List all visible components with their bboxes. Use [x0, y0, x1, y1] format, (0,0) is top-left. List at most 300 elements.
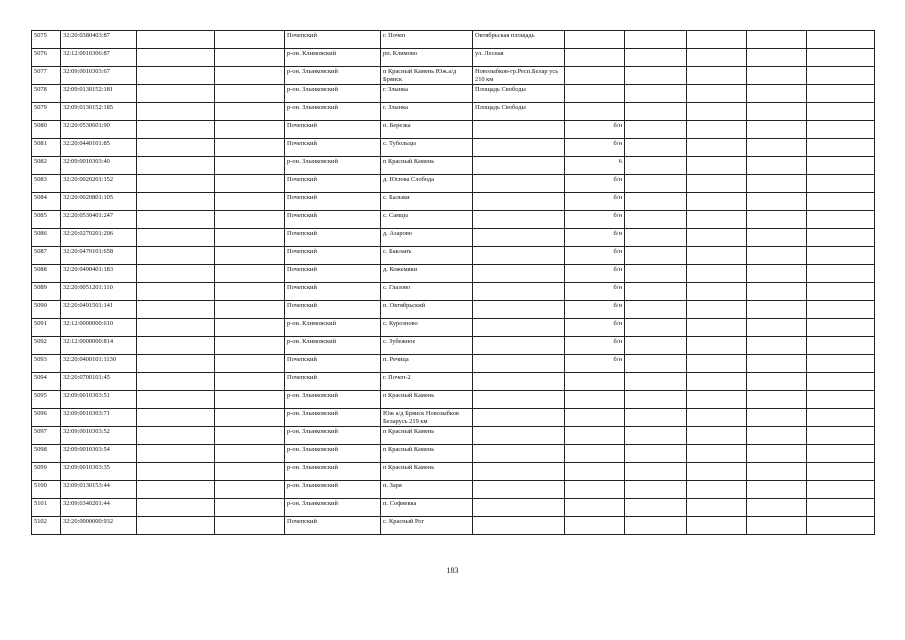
- cell-blank: [625, 445, 687, 463]
- cell-street: Площадь Свободы: [473, 103, 565, 121]
- cell-blank: [747, 85, 807, 103]
- cell-number: 5081: [32, 139, 61, 157]
- cell-blank: [215, 445, 285, 463]
- cell-blank: [687, 319, 747, 337]
- cell-blank: [137, 229, 215, 247]
- cell-district: р-он. Злынковский: [285, 85, 381, 103]
- cell-blank: [137, 337, 215, 355]
- cell-blank: [807, 31, 875, 49]
- cell-blank: [807, 445, 875, 463]
- cell-blank: [807, 121, 875, 139]
- registry-sheet: [31, 30, 874, 535]
- cell-blank: [215, 103, 285, 121]
- cell-blank: [625, 85, 687, 103]
- cell-blank: [215, 157, 285, 175]
- cell-blank: [215, 481, 285, 499]
- table-row: [32, 265, 875, 283]
- cell-blank: [687, 427, 747, 445]
- table-row: [32, 355, 875, 373]
- cell-district: р-он. Климовский: [285, 337, 381, 355]
- table-row: [32, 481, 875, 499]
- cell-blank: [687, 31, 747, 49]
- table-row: [32, 409, 875, 427]
- table-row: [32, 31, 875, 49]
- cell-blank: [625, 373, 687, 391]
- cell-district: Почепский: [285, 373, 381, 391]
- cell-house-number: [565, 103, 625, 121]
- cell-street: Площадь Свободы: [473, 85, 565, 103]
- table-row: [32, 283, 875, 301]
- cell-cadastral-number: 32:20:0491501:141: [61, 301, 137, 319]
- cell-house-number: б/н: [565, 265, 625, 283]
- cell-blank: [215, 337, 285, 355]
- cell-district: Почепский: [285, 121, 381, 139]
- cell-blank: [625, 517, 687, 535]
- cell-blank: [687, 121, 747, 139]
- cell-street: [473, 355, 565, 373]
- cell-blank: [747, 283, 807, 301]
- cell-settlement: п Красный Камень: [381, 157, 473, 175]
- cell-blank: [807, 499, 875, 517]
- cell-street: [473, 481, 565, 499]
- cell-district: Почепский: [285, 139, 381, 157]
- table-body: [32, 31, 875, 535]
- cell-blank: [625, 391, 687, 409]
- cell-cadastral-number: 32:20:0530401:247: [61, 211, 137, 229]
- cell-blank: [215, 85, 285, 103]
- cell-house-number: [565, 517, 625, 535]
- cell-cadastral-number: 32:20:0020201:152: [61, 175, 137, 193]
- cell-blank: [625, 301, 687, 319]
- page-number: 183: [446, 566, 459, 575]
- cell-blank: [747, 373, 807, 391]
- cell-blank: [137, 517, 215, 535]
- cell-blank: [625, 481, 687, 499]
- table-row: [32, 463, 875, 481]
- cell-number: 5085: [32, 211, 61, 229]
- cell-blank: [215, 67, 285, 85]
- cell-blank: [137, 49, 215, 67]
- cell-house-number: [565, 481, 625, 499]
- table-row: [32, 67, 875, 85]
- cell-number: 5102: [32, 517, 61, 535]
- table-row: [32, 445, 875, 463]
- cell-blank: [215, 139, 285, 157]
- cell-blank: [215, 355, 285, 373]
- cell-blank: [215, 373, 285, 391]
- cell-settlement: г. Злынка: [381, 103, 473, 121]
- cell-number: 5101: [32, 499, 61, 517]
- cell-street: [473, 301, 565, 319]
- cell-blank: [215, 283, 285, 301]
- cell-street: [473, 121, 565, 139]
- cell-house-number: [565, 499, 625, 517]
- cell-number: 5097: [32, 427, 61, 445]
- cell-street: [473, 319, 565, 337]
- cell-blank: [137, 463, 215, 481]
- cell-blank: [687, 193, 747, 211]
- cell-number: 5080: [32, 121, 61, 139]
- cell-street: [473, 463, 565, 481]
- cell-settlement: п Красный Камень: [381, 391, 473, 409]
- cell-blank: [625, 265, 687, 283]
- cell-blank: [625, 67, 687, 85]
- cell-blank: [215, 319, 285, 337]
- cell-blank: [625, 139, 687, 157]
- cell-blank: [137, 283, 215, 301]
- cell-district: Почепский: [285, 175, 381, 193]
- cell-blank: [807, 301, 875, 319]
- cell-blank: [747, 49, 807, 67]
- cell-settlement: п Красный Камень: [381, 427, 473, 445]
- cell-blank: [747, 391, 807, 409]
- cell-blank: [687, 157, 747, 175]
- cell-blank: [137, 157, 215, 175]
- cell-number: 5094: [32, 373, 61, 391]
- cell-cadastral-number: 32:20:0270201:206: [61, 229, 137, 247]
- cell-blank: [215, 265, 285, 283]
- cell-blank: [687, 409, 747, 427]
- registry-table: [31, 30, 875, 535]
- cell-blank: [687, 229, 747, 247]
- cell-house-number: 6: [565, 157, 625, 175]
- cell-number: 5075: [32, 31, 61, 49]
- cell-blank: [137, 139, 215, 157]
- cell-house-number: [565, 67, 625, 85]
- cell-blank: [137, 391, 215, 409]
- cell-district: Почепский: [285, 229, 381, 247]
- cell-blank: [747, 211, 807, 229]
- cell-blank: [687, 391, 747, 409]
- cell-settlement: п. Речица: [381, 355, 473, 373]
- table-row: [32, 211, 875, 229]
- cell-district: р-он. Злынковский: [285, 157, 381, 175]
- table-row: [32, 337, 875, 355]
- cell-cadastral-number: 32:09:0130152:185: [61, 103, 137, 121]
- cell-settlement: г. Злынка: [381, 85, 473, 103]
- cell-blank: [215, 193, 285, 211]
- cell-blank: [625, 355, 687, 373]
- cell-cadastral-number: 32:20:0490401:183: [61, 265, 137, 283]
- cell-blank: [625, 121, 687, 139]
- cell-blank: [687, 85, 747, 103]
- table-row: [32, 319, 875, 337]
- cell-cadastral-number: 32:12:0010306:87: [61, 49, 137, 67]
- cell-house-number: [565, 85, 625, 103]
- cell-settlement: д. Юсюва Слобода: [381, 175, 473, 193]
- cell-blank: [807, 391, 875, 409]
- cell-blank: [137, 211, 215, 229]
- cell-blank: [137, 67, 215, 85]
- cell-street: [473, 175, 565, 193]
- cell-house-number: б/н: [565, 193, 625, 211]
- cell-district: р-он. Злынковский: [285, 481, 381, 499]
- cell-blank: [137, 247, 215, 265]
- cell-cadastral-number: 32:20:0440101:85: [61, 139, 137, 157]
- cell-blank: [687, 445, 747, 463]
- cell-blank: [625, 427, 687, 445]
- cell-blank: [807, 373, 875, 391]
- cell-cadastral-number: 32:12:0000000:610: [61, 319, 137, 337]
- cell-blank: [137, 409, 215, 427]
- cell-blank: [625, 499, 687, 517]
- cell-house-number: [565, 391, 625, 409]
- cell-blank: [215, 247, 285, 265]
- cell-settlement: с. Глазово: [381, 283, 473, 301]
- cell-number: 5100: [32, 481, 61, 499]
- cell-settlement: с. Зубежное: [381, 337, 473, 355]
- cell-cadastral-number: 32:20:0470101:658: [61, 247, 137, 265]
- table-row: [32, 49, 875, 67]
- table-row: [32, 391, 875, 409]
- cell-blank: [807, 481, 875, 499]
- cell-blank: [687, 211, 747, 229]
- cell-blank: [137, 175, 215, 193]
- cell-number: 5089: [32, 283, 61, 301]
- cell-settlement: п. Октябрьский: [381, 301, 473, 319]
- cell-district: Почепский: [285, 517, 381, 535]
- table-row: [32, 85, 875, 103]
- cell-blank: [625, 193, 687, 211]
- table-row: [32, 373, 875, 391]
- cell-settlement: Юж а/д Брянск Новозыбков Беларусь 219 км: [381, 409, 473, 427]
- cell-district: Почепский: [285, 31, 381, 49]
- cell-blank: [625, 409, 687, 427]
- cell-district: р-он. Злынковский: [285, 463, 381, 481]
- cell-house-number: [565, 31, 625, 49]
- cell-cadastral-number: 32:09:0010303:71: [61, 409, 137, 427]
- cell-blank: [137, 265, 215, 283]
- cell-number: 5090: [32, 301, 61, 319]
- cell-blank: [215, 49, 285, 67]
- cell-street: [473, 445, 565, 463]
- cell-blank: [747, 31, 807, 49]
- cell-blank: [137, 301, 215, 319]
- cell-blank: [625, 31, 687, 49]
- cell-district: р-он. Злынковский: [285, 499, 381, 517]
- cell-blank: [687, 247, 747, 265]
- cell-cadastral-number: 32:20:0700101:45: [61, 373, 137, 391]
- cell-blank: [747, 175, 807, 193]
- cell-cadastral-number: 32:09:0010303:54: [61, 445, 137, 463]
- cell-settlement: с. Красный Рог: [381, 517, 473, 535]
- cell-settlement: с. Самцы: [381, 211, 473, 229]
- cell-blank: [807, 517, 875, 535]
- cell-district: р-он. Климовский: [285, 319, 381, 337]
- cell-blank: [747, 499, 807, 517]
- cell-house-number: б/н: [565, 139, 625, 157]
- cell-blank: [687, 499, 747, 517]
- cell-settlement: п. Заря: [381, 481, 473, 499]
- cell-blank: [747, 67, 807, 85]
- cell-blank: [625, 463, 687, 481]
- cell-blank: [747, 247, 807, 265]
- cell-settlement: с. Бакланъ: [381, 247, 473, 265]
- cell-blank: [137, 355, 215, 373]
- cell-district: р-он. Злынковский: [285, 409, 381, 427]
- cell-street: [473, 139, 565, 157]
- cell-house-number: [565, 463, 625, 481]
- cell-house-number: б/н: [565, 283, 625, 301]
- cell-blank: [137, 445, 215, 463]
- table-row: [32, 517, 875, 535]
- cell-settlement: п. Березка: [381, 121, 473, 139]
- cell-house-number: б/н: [565, 211, 625, 229]
- cell-blank: [687, 175, 747, 193]
- cell-blank: [747, 193, 807, 211]
- cell-blank: [747, 265, 807, 283]
- cell-blank: [687, 517, 747, 535]
- cell-number: 5086: [32, 229, 61, 247]
- cell-blank: [747, 355, 807, 373]
- cell-blank: [747, 463, 807, 481]
- cell-settlement: с. Тубольцы: [381, 139, 473, 157]
- cell-house-number: б/н: [565, 175, 625, 193]
- cell-blank: [137, 481, 215, 499]
- cell-cadastral-number: 32:09:0010303:51: [61, 391, 137, 409]
- cell-number: 5079: [32, 103, 61, 121]
- cell-house-number: б/н: [565, 355, 625, 373]
- cell-blank: [215, 121, 285, 139]
- cell-blank: [807, 211, 875, 229]
- cell-street: [473, 499, 565, 517]
- cell-blank: [137, 31, 215, 49]
- cell-blank: [137, 373, 215, 391]
- cell-cadastral-number: 32:12:0000000:814: [61, 337, 137, 355]
- cell-number: 5087: [32, 247, 61, 265]
- cell-blank: [807, 283, 875, 301]
- cell-blank: [807, 319, 875, 337]
- cell-blank: [137, 319, 215, 337]
- cell-settlement: г. Почеп-2: [381, 373, 473, 391]
- cell-cadastral-number: 32:20:0400101:1130: [61, 355, 137, 373]
- cell-number: 5076: [32, 49, 61, 67]
- table-row: [32, 121, 875, 139]
- cell-blank: [215, 409, 285, 427]
- cell-number: 5084: [32, 193, 61, 211]
- cell-number: 5092: [32, 337, 61, 355]
- cell-blank: [747, 427, 807, 445]
- cell-street: [473, 373, 565, 391]
- table-row: [32, 103, 875, 121]
- cell-blank: [747, 445, 807, 463]
- table-row: [32, 193, 875, 211]
- cell-blank: [215, 301, 285, 319]
- table-row: [32, 427, 875, 445]
- table-row: [32, 139, 875, 157]
- cell-blank: [807, 337, 875, 355]
- cell-blank: [215, 211, 285, 229]
- cell-cadastral-number: 32:09:0340201:44: [61, 499, 137, 517]
- cell-street: [473, 229, 565, 247]
- cell-house-number: б/н: [565, 229, 625, 247]
- cell-street: [473, 211, 565, 229]
- cell-blank: [747, 319, 807, 337]
- cell-number: 5096: [32, 409, 61, 427]
- cell-district: Почепский: [285, 283, 381, 301]
- cell-blank: [807, 193, 875, 211]
- cell-blank: [215, 391, 285, 409]
- cell-blank: [747, 409, 807, 427]
- cell-blank: [807, 355, 875, 373]
- cell-settlement: с. Балыки: [381, 193, 473, 211]
- cell-street: [473, 247, 565, 265]
- cell-house-number: б/н: [565, 247, 625, 265]
- cell-street: Октябрьская площадь: [473, 31, 565, 49]
- cell-house-number: [565, 373, 625, 391]
- cell-blank: [807, 157, 875, 175]
- cell-house-number: [565, 427, 625, 445]
- cell-blank: [215, 229, 285, 247]
- cell-blank: [807, 175, 875, 193]
- cell-blank: [137, 85, 215, 103]
- cell-blank: [137, 427, 215, 445]
- cell-blank: [215, 175, 285, 193]
- cell-blank: [807, 463, 875, 481]
- cell-blank: [687, 49, 747, 67]
- cell-cadastral-number: 32:20:0051201:110: [61, 283, 137, 301]
- cell-cadastral-number: 32:09:0010303:40: [61, 157, 137, 175]
- cell-number: 5091: [32, 319, 61, 337]
- cell-number: 5077: [32, 67, 61, 85]
- cell-cadastral-number: 32:20:0020801:105: [61, 193, 137, 211]
- cell-street: Новозыбков-гр.Респ.Белар усь 210 км: [473, 67, 565, 85]
- table-row: [32, 157, 875, 175]
- cell-street: [473, 157, 565, 175]
- cell-blank: [747, 103, 807, 121]
- cell-district: Почепский: [285, 247, 381, 265]
- cell-blank: [687, 103, 747, 121]
- cell-blank: [137, 193, 215, 211]
- cell-number: 5095: [32, 391, 61, 409]
- cell-blank: [687, 283, 747, 301]
- cell-number: 5098: [32, 445, 61, 463]
- cell-blank: [807, 427, 875, 445]
- cell-blank: [625, 49, 687, 67]
- cell-house-number: [565, 445, 625, 463]
- cell-blank: [807, 229, 875, 247]
- table-row: [32, 301, 875, 319]
- cell-blank: [687, 301, 747, 319]
- table-row: [32, 247, 875, 265]
- cell-cadastral-number: 32:20:0380403:87: [61, 31, 137, 49]
- cell-blank: [625, 157, 687, 175]
- cell-blank: [747, 517, 807, 535]
- cell-house-number: б/н: [565, 319, 625, 337]
- cell-district: р-он. Злынковский: [285, 391, 381, 409]
- cell-house-number: [565, 49, 625, 67]
- cell-blank: [625, 103, 687, 121]
- cell-blank: [747, 229, 807, 247]
- cell-blank: [747, 301, 807, 319]
- cell-blank: [625, 229, 687, 247]
- cell-settlement: с. Курозново: [381, 319, 473, 337]
- cell-blank: [625, 283, 687, 301]
- cell-settlement: д. Азарово: [381, 229, 473, 247]
- cell-blank: [625, 247, 687, 265]
- cell-blank: [687, 355, 747, 373]
- cell-blank: [807, 49, 875, 67]
- cell-blank: [807, 265, 875, 283]
- cell-house-number: [565, 409, 625, 427]
- cell-settlement: рп. Климово: [381, 49, 473, 67]
- cell-settlement: п Красный Камень: [381, 445, 473, 463]
- cell-blank: [807, 67, 875, 85]
- cell-blank: [747, 121, 807, 139]
- cell-blank: [625, 211, 687, 229]
- cell-cadastral-number: 32:09:0130152:181: [61, 85, 137, 103]
- cell-district: р-он. Климовский: [285, 49, 381, 67]
